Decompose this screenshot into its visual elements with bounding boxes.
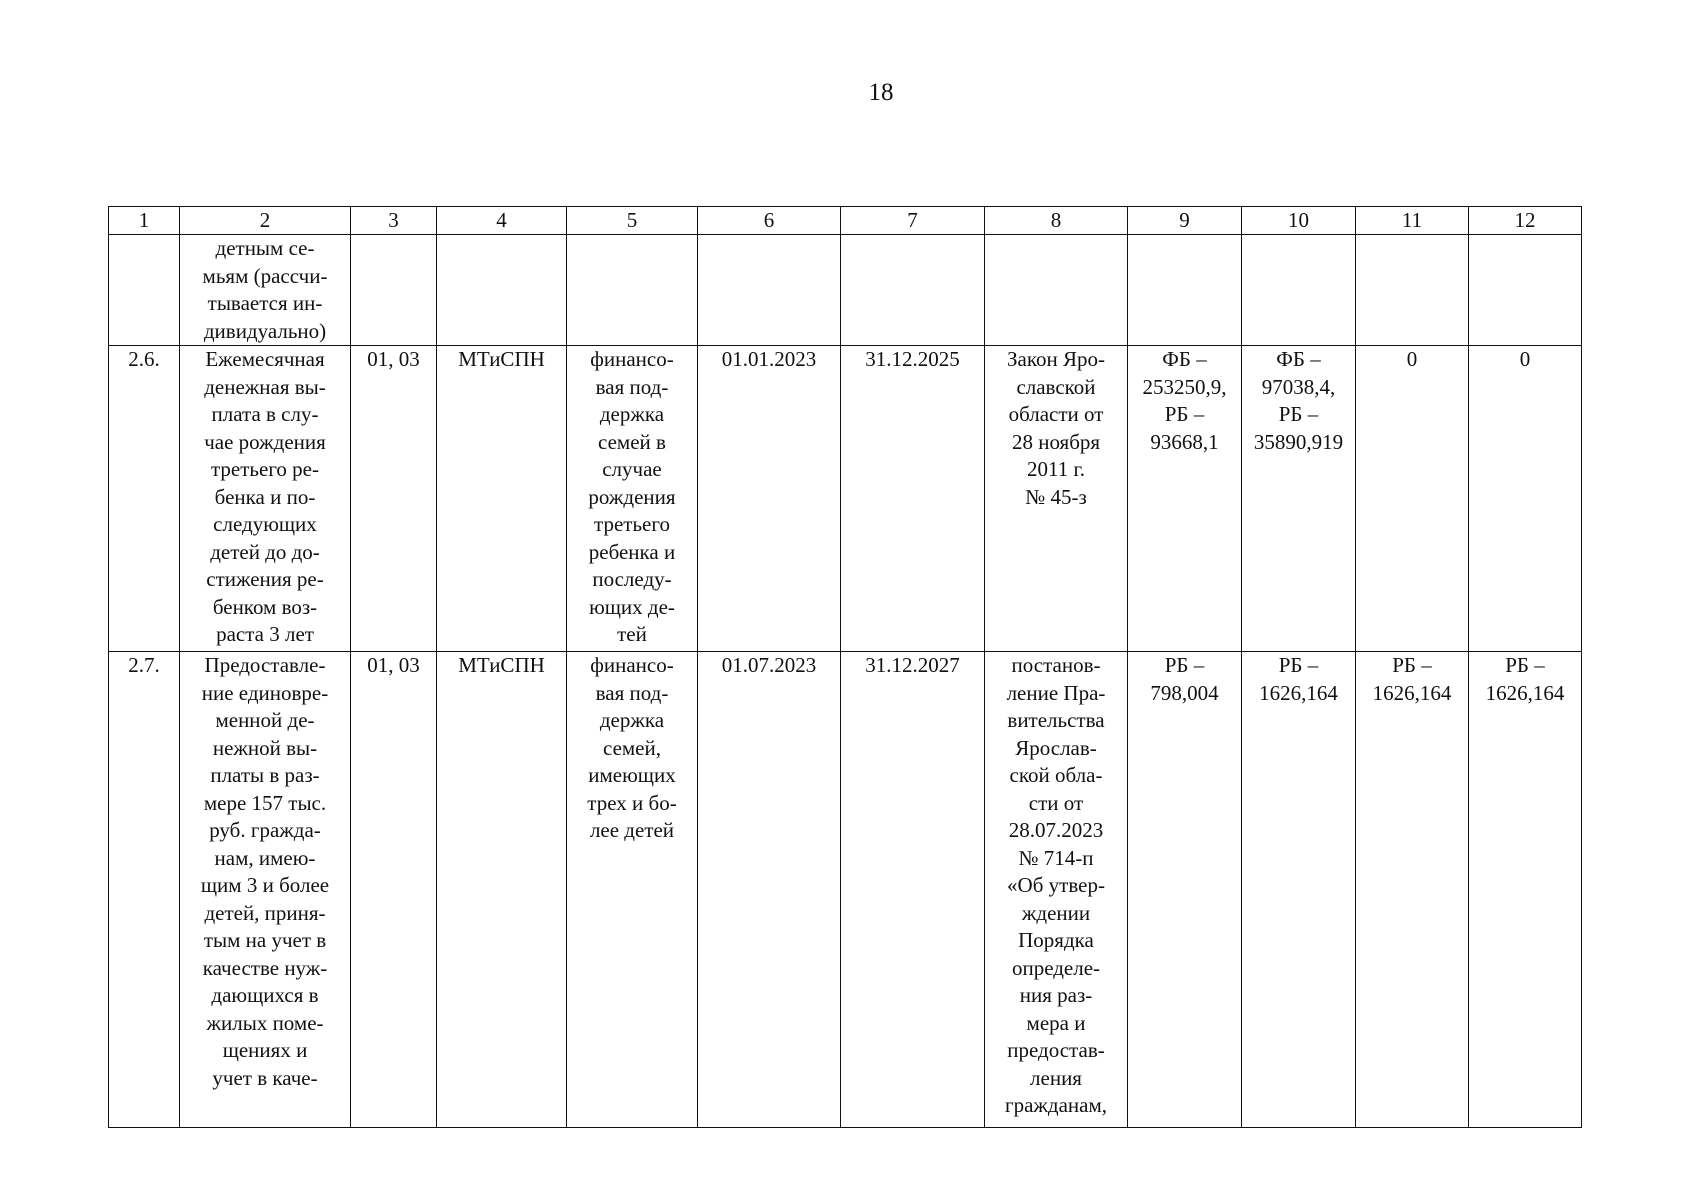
- column-header: 3: [351, 207, 437, 235]
- row-number-cell: [109, 235, 180, 346]
- table-cell: Закон Яро- славской области от 28 ноября 2011 г. № 45-з: [985, 346, 1128, 652]
- column-header: 7: [841, 207, 985, 235]
- table-cell: постанов- ление Пра- вительства Ярослав- ской обла- сти от 28.07.2023 № 714-п «Об утвер- ждении Порядка определе- ния раз- мера и предостав- ления гражданам,: [985, 652, 1128, 1128]
- column-header: 1: [109, 207, 180, 235]
- table-cell: РБ – 1626,164: [1242, 652, 1356, 1128]
- table-cell: финансо- вая под- держка семей в случае рождения третьего ребенка и последу- ющих де- тей: [567, 346, 698, 652]
- column-header: 12: [1469, 207, 1582, 235]
- table-cell: [567, 235, 698, 346]
- column-header: 11: [1356, 207, 1469, 235]
- table-cell: финансо- вая под- держка семей, имеющих трех и бо- лее детей: [567, 652, 698, 1128]
- table-cell: [351, 235, 437, 346]
- column-header: 10: [1242, 207, 1356, 235]
- table-cell: [841, 235, 985, 346]
- column-header: 6: [698, 207, 841, 235]
- table-cell: МТиСПН: [437, 652, 567, 1128]
- table-cell: РБ – 798,004: [1128, 652, 1242, 1128]
- table-row: [109, 235, 1582, 346]
- table-cell: [1242, 235, 1356, 346]
- table-cell: 01, 03: [351, 346, 437, 652]
- measure-name-cell: детным се- мьям (рассчи- тывается ин- дивидуально): [180, 235, 351, 346]
- table-cell: 01, 03: [351, 652, 437, 1128]
- table-cell: 0: [1469, 346, 1582, 652]
- measure-name-cell: Ежемесячная денежная вы- плата в слу- чае рождения третьего ре- бенка и по- следующих детей до до- стижения ре- бенком воз- раста 3 лет: [180, 346, 351, 652]
- measure-name-cell: Предоставле- ние единовре- менной де- нежной вы- платы в раз- мере 157 тыс. руб. гражда- нам, имею- щим 3 и более детей, приня- тым на учет в качестве нуж- дающихся в жилых поме- щениях и учет в каче-: [180, 652, 351, 1128]
- column-header: 8: [985, 207, 1128, 235]
- row-number-cell: 2.6.: [109, 346, 180, 652]
- table-cell: [1469, 235, 1582, 346]
- page-number: 18: [868, 79, 894, 106]
- table-cell: ФБ – 253250,9, РБ – 93668,1: [1128, 346, 1242, 652]
- table-cell: 0: [1356, 346, 1469, 652]
- table-cell: [985, 235, 1128, 346]
- table-cell: [1128, 235, 1242, 346]
- column-header: 2: [180, 207, 351, 235]
- table-cell: [1356, 235, 1469, 346]
- table-cell: МТиСПН: [437, 346, 567, 652]
- table-cell: ФБ – 97038,4, РБ – 35890,919: [1242, 346, 1356, 652]
- column-header: 4: [437, 207, 567, 235]
- column-header: 5: [567, 207, 698, 235]
- row-number-cell: 2.7.: [109, 652, 180, 1128]
- table-cell: [437, 235, 567, 346]
- measures-table: [108, 206, 1582, 1128]
- table-cell: 31.12.2027: [841, 652, 985, 1128]
- table-cell: 31.12.2025: [841, 346, 985, 652]
- table-cell: 01.01.2023: [698, 346, 841, 652]
- table-cell: РБ – 1626,164: [1469, 652, 1582, 1128]
- table-cell: 01.07.2023: [698, 652, 841, 1128]
- table-cell: [698, 235, 841, 346]
- table-cell: РБ – 1626,164: [1356, 652, 1469, 1128]
- table-row: [109, 346, 1582, 652]
- column-header: 9: [1128, 207, 1242, 235]
- header-row: [109, 207, 1582, 235]
- table-row: [109, 652, 1582, 1128]
